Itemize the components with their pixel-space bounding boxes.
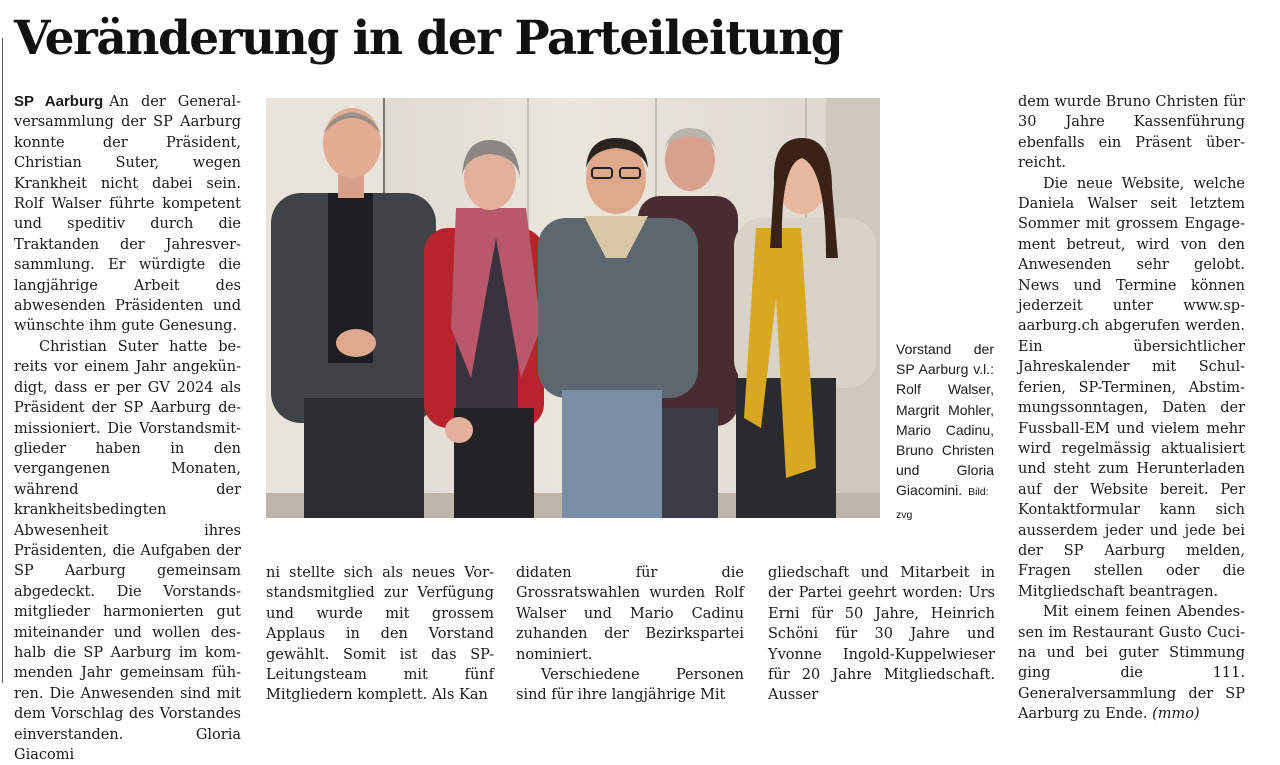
paragraph-intro	[14, 92, 241, 337]
paragraph: Verschiedene Personen sind für ihre langjährige Mit	[516, 667, 744, 704]
paragraph: didaten für die Grossratswahlen wurden Rolf Walser und Mario Cadinu zuhanden der Bezirkspartei nominiert.	[516, 565, 744, 663]
photo-caption	[896, 339, 994, 525]
article-column-1	[14, 92, 241, 765]
paragraph-text: Mit einem feinen Abendessen im Restaurant Gusto Cucina und bei guter Stimmung ging die 111. Generalversammlung der SP Aarburg zu Ende.	[1018, 604, 1245, 723]
column-rule	[2, 38, 3, 683]
article-column-3	[516, 563, 744, 706]
paragraph: Christian Suter hatte bereits vor einem Jahr angekündigt, dass er per GV 2024 als Präsident der SP Aarburg demissioniert. Die Vorstandsmitglieder haben in den vergangenen Monaten, während der krankheitsbedingten Abwesenheit ihres Präsidenten, die Aufgaben der SP Aarburg gemeinsam abgedeckt. Die Vorstandsmitglieder harmonierten gut miteinander und wollen deshalb die SP Aarburg im kommenden Jahr gemeinsam führen. Die Anwesenden sind mit dem Vorschlag des Vorstandes einverstanden. Gloria Giacomi	[14, 338, 241, 763]
paragraph: dem wurde Bruno Christen für 30 Jahre Kassenführung ebenfalls ein Präsent überreicht.	[1018, 94, 1245, 172]
article-column-5	[1018, 92, 1245, 725]
kicker: SP Aarburg	[14, 93, 104, 110]
photo-credit: Bild: zvg	[896, 486, 989, 521]
paragraph: Die neue Website, welche Daniela Walser seit letztem Sommer mit grossem Engagement betreut, wird von den Anwesenden sehr gelobt. News und Termine können jederzeit unter www.sp-aarburg.ch abgerufen werden. Ein übersichtlicher Jahreskalender mit Schulferien, SP-Terminen, Abstimmungssonntagen, Daten der Fussball-EM und vielem mehr wird regelmässig aktualisiert und steht zum Herunterladen auf der Website bereit. Per Kontaktformular kann sich ausserdem jeder und jede bei der SP Aarburg melden, Fragen stellen oder die Mitgliedschaft beantragen.	[1018, 175, 1245, 600]
article-column-4	[768, 563, 995, 706]
article-headline: Veränderung in der Parteileitung	[14, 11, 843, 66]
article-column-2	[266, 563, 494, 706]
group-photo	[266, 98, 880, 518]
author-signature: (mmo)	[1152, 706, 1200, 723]
paragraph: ni stellte sich als neues Vorstandsmitglied zur Verfügung und wurde mit grossem Applaus in den Vorstand gewählt. Somit ist das SP-Leitungsteam mit fünf Mitgliedern komplett. Als Kan	[266, 565, 494, 704]
paragraph-closing	[1018, 602, 1245, 724]
photo-illustration	[266, 98, 880, 518]
paragraph-text: An der Generalversammlung der SP Aarburg konnte der Präsident, Christian Suter, wegen Krankheit nicht dabei sein. Rolf Walser führte kompetent und speditiv durch die Traktanden der Jahresversammlung. Er würdigte die langjährige Arbeit des abwesenden Präsidenten und wünschte ihm gute Genesung.	[14, 94, 242, 335]
paragraph: gliedschaft und Mitarbeit in der Partei geehrt worden: Urs Erni für 50 Jahre, Heinrich Schöni für 30 Jahre und Yvonne Ingold-Kuppelwieser für 20 Jahre Mitgliedschaft. Ausser	[768, 565, 995, 704]
caption-text: Vorstand der SP Aarburg v.l.: Rolf Walser, Margrit Mohler, Mario Cadinu, Bruno Christen und Gloria Giacomini.	[896, 341, 994, 499]
